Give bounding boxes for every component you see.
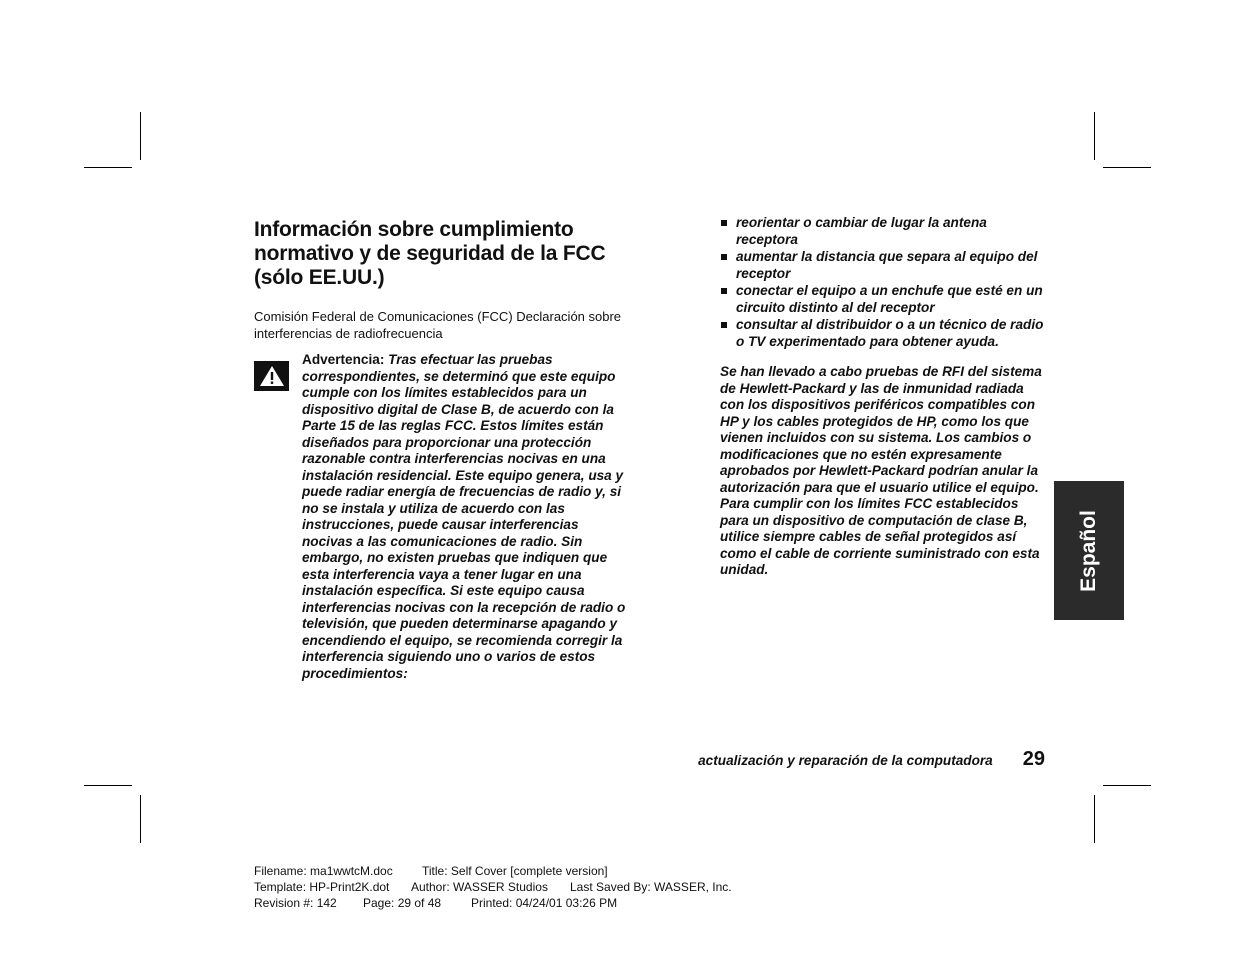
procedure-list — [720, 215, 1048, 350]
list-item-text: conectar el equipo a un enchufe que esté en un circuito distinto al del receptor — [736, 283, 1043, 315]
list-item — [720, 283, 1048, 316]
list-item — [720, 215, 1048, 248]
crop-mark-top-left-h — [84, 167, 132, 168]
crop-mark-bottom-left-h — [84, 785, 132, 786]
section-title: Información sobre cumplimiento normativo y de seguridad de la FCC (sólo EE.UU.) — [254, 218, 606, 289]
footer-chapter-title: actualización y reparación de la computadora — [698, 753, 993, 768]
list-item-text: reorientar o cambiar de lugar la antena receptora — [736, 215, 987, 247]
warning-body: Tras efectuar las pruebas correspondientes, se determinó que este equipo cumple con los límites establecidos para un dispositivo digital de Clase B, de acuerdo con la Parte 15 de las reglas FCC. Estos límites están diseñados para proporcionar una protección razonable contra interferencias nocivas en una instalación residencial. Este equipo genera, usa y puede radiar energía de frecuencias de radio y, si no se instala y utiliza de acuerdo con las instrucciones, puede causar interferencias nocivas a las comunicaciones de radio. Sin embargo, no existen pruebas que indiquen que esta interferencia vaya a tener lugar en una instalación específica. Si este equipo causa interferencias nocivas con la recepción de radio o televisión, que pueden determinarse apagando y encendiendo el equipo, se recomienda corregir la interferencia siguiendo uno o varios de estos procedimientos: — [302, 352, 626, 681]
page-footer — [560, 748, 1045, 771]
meta-revision: Revision #: 142 — [254, 896, 337, 910]
meta-last-saved: Last Saved By: WASSER, Inc. — [570, 880, 732, 894]
metadata-row — [254, 879, 732, 895]
side-tab-label: Español — [1077, 509, 1100, 592]
crop-mark-top-right-h — [1103, 167, 1151, 168]
bullet-square-icon — [721, 254, 727, 260]
list-item-text: aumentar la distancia que separa al equipo del receptor — [736, 249, 1038, 281]
warning-block — [254, 352, 626, 682]
language-side-tab — [1054, 481, 1124, 620]
crop-mark-top-left-v — [140, 112, 141, 160]
crop-mark-bottom-left-v — [140, 795, 141, 843]
list-item — [720, 249, 1048, 282]
meta-title: Title: Self Cover [complete version] — [422, 864, 608, 878]
crop-mark-bottom-right-h — [1103, 785, 1151, 786]
right-column — [720, 215, 1048, 579]
warning-triangle-icon — [254, 361, 289, 391]
meta-page: Page: 29 of 48 — [363, 896, 442, 910]
warning-text — [302, 352, 626, 682]
meta-filename: Filename: ma1wwtcM.doc — [254, 864, 393, 878]
crop-mark-top-right-v — [1094, 112, 1095, 160]
list-item — [720, 317, 1048, 350]
warning-label: Advertencia: — [302, 352, 385, 367]
meta-printed: Printed: 04/24/01 03:26 PM — [471, 896, 618, 910]
crop-mark-bottom-right-v — [1094, 795, 1095, 843]
bullet-square-icon — [721, 220, 727, 226]
rfi-paragraph: Se han llevado a cabo pruebas de RFI del sistema de Hewlett-Packard y las de inmunidad radiada con los dispositivos periféricos compatibles con HP y los cables protegidos de HP, como los que vienen incluidos con su sistema. Los cambios o modificaciones que no estén expresamente aprobados por Hewlett-Packard podrían anular la autorización para que el usuario utilice el equipo. Para cumplir con los límites FCC establecidos para un dispositivo de computación de clase B, utilice siempre cables de señal protegidos así como el cable de corriente suministrado con esta unidad. — [720, 364, 1042, 577]
metadata-row — [254, 863, 732, 879]
left-column — [254, 218, 626, 682]
metadata-row — [254, 895, 732, 911]
bullet-square-icon — [721, 322, 727, 328]
list-item-text: consultar al distribuidor o a un técnico de radio o TV experimentado para obtener ayuda. — [736, 317, 1044, 349]
meta-author: Author: WASSER Studios — [411, 880, 548, 894]
meta-template: Template: HP-Print2K.dot — [254, 880, 390, 894]
bullet-square-icon — [721, 288, 727, 294]
page-number: 29 — [1022, 748, 1045, 770]
document-metadata — [254, 863, 732, 911]
section-subtitle: Comisión Federal de Comunicaciones (FCC) Declaración sobre interferencias de radiofrecuencia — [254, 309, 622, 341]
